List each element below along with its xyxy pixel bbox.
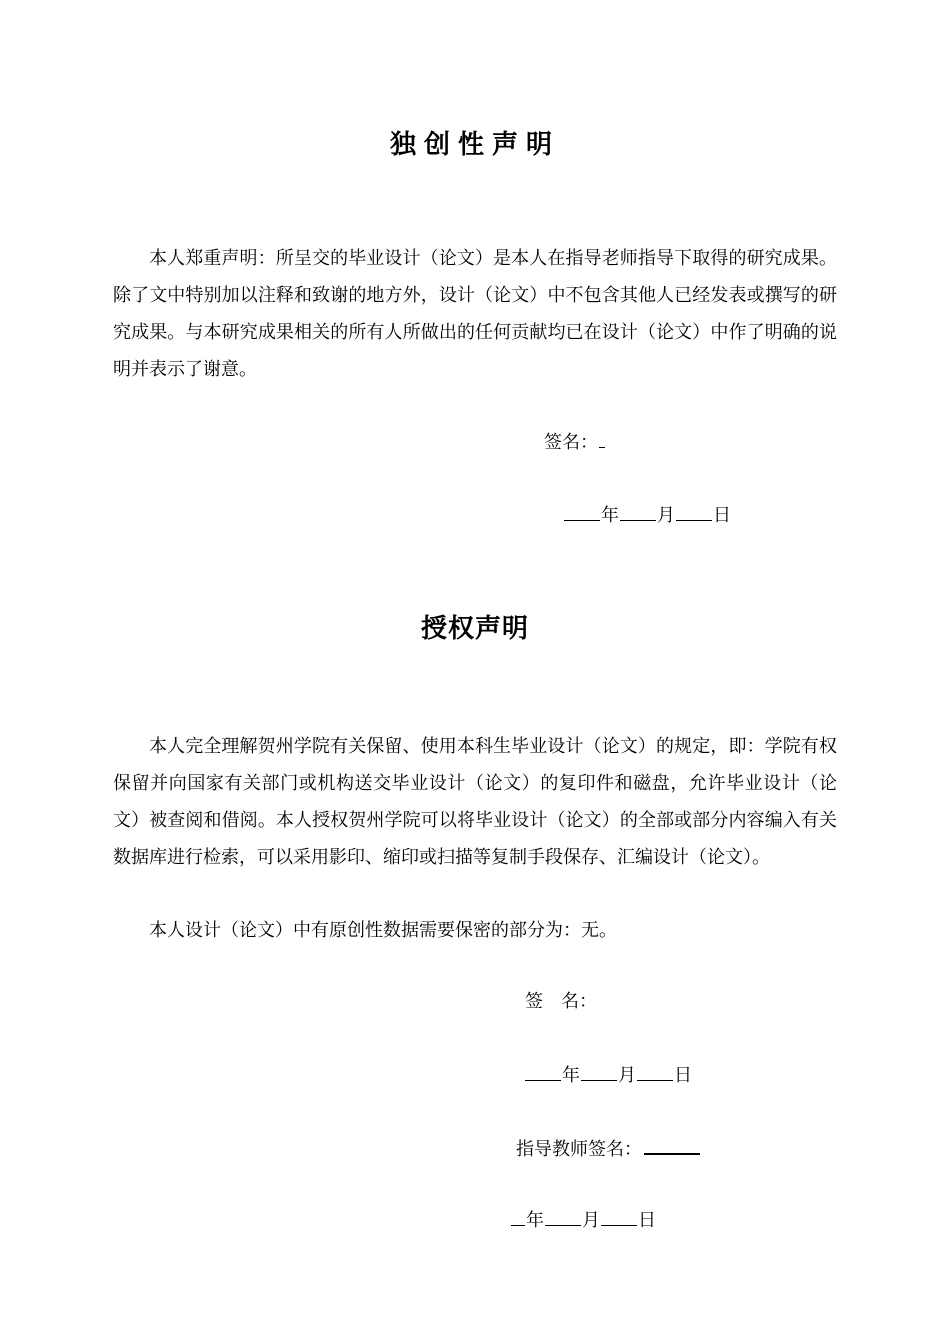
year-blank[interactable] (511, 1207, 525, 1226)
month-blank[interactable] (545, 1207, 581, 1226)
year-blank[interactable] (525, 1062, 561, 1081)
advisor-signature-line (516, 1135, 700, 1162)
originality-signature-line (544, 429, 606, 455)
advisor-signature-field[interactable] (644, 1135, 700, 1155)
confidential-note: 本人设计（论文）中有原创性数据需要保密的部分为：无。 (149, 920, 617, 941)
day-label: 日 (713, 505, 731, 526)
day-blank[interactable] (601, 1207, 637, 1226)
advisor-signature-label: 指导教师签名： (516, 1139, 642, 1160)
month-blank[interactable] (620, 502, 656, 521)
month-blank[interactable] (581, 1062, 617, 1081)
month-label: 月 (618, 1065, 636, 1086)
day-blank[interactable] (637, 1062, 673, 1081)
advisor-date-line (510, 1207, 656, 1233)
day-blank[interactable] (676, 502, 712, 521)
year-blank[interactable] (564, 502, 600, 521)
signature-field[interactable] (599, 429, 605, 448)
authorization-statement: 本人完全理解贺州学院有关保留、使用本科生毕业设计（论文）的规定，即：学院有权保留并向国家有关部门或机构送交毕业设计（论文）的复印件和磁盘，允许毕业设计（论文）被查阅和借阅。本人授权贺州学院可以将毕业设计（论文）的全部或部分内容编入有关数据库进行检索，可以采用影印、缩印或扫描等复制手段保存、汇编设计（论文）。 (113, 736, 837, 868)
authorization-signature-line (525, 990, 597, 1014)
originality-date-line (563, 502, 731, 528)
year-label: 年 (526, 1210, 544, 1231)
authorization-date-line (524, 1062, 692, 1088)
originality-statement: 本人郑重声明：所呈交的毕业设计（论文）是本人在指导老师指导下取得的研究成果。除了文中特别加以注释和致谢的地方外，设计（论文）中不包含其他人已经发表或撰写的研究成果。与本研究成果相关的所有人所做出的任何贡献均已在设计（论文）中作了明确的说明并表示了谢意。 (113, 248, 837, 380)
year-label: 年 (562, 1065, 580, 1086)
signature-label: 签 名： (525, 991, 597, 1012)
month-label: 月 (657, 505, 675, 526)
authorization-title: 授权声明 (420, 614, 529, 644)
signature-label: 签名： (544, 432, 598, 453)
originality-title: 独创性声明 (389, 130, 560, 160)
day-label: 日 (638, 1210, 656, 1231)
month-label: 月 (582, 1210, 600, 1231)
day-label: 日 (674, 1065, 692, 1086)
year-label: 年 (601, 505, 619, 526)
